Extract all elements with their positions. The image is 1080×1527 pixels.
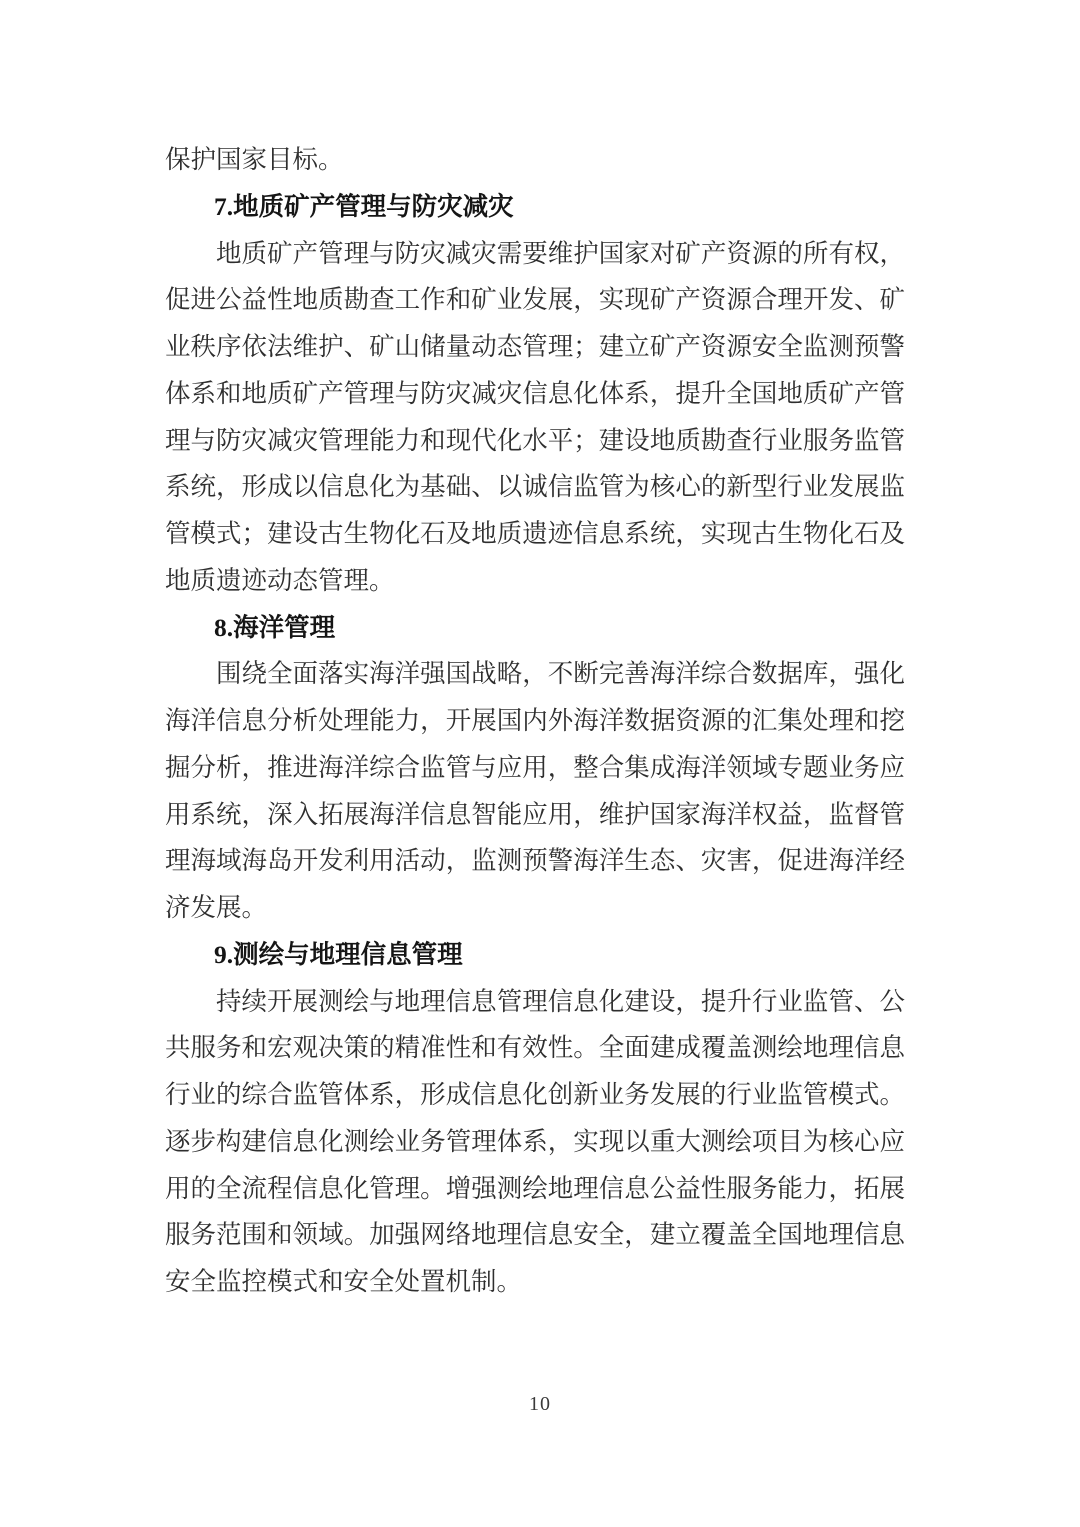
text-line: 业秩序依法维护、矿山储量动态管理；建立矿产资源安全监测预警 [165,332,905,361]
document-content [165,137,905,1306]
text-line: 地质矿产管理与防灾减灾需要维护国家对矿产资源的所有权， [216,238,905,268]
text-line: 济发展。 [165,893,268,922]
text-line: 行业的综合监管体系，形成信息化创新业务发展的行业监管模式。 [165,1080,905,1109]
section-heading: 8.海洋管理 [214,612,336,642]
text-line: 促进公益性地质勘查工作和矿业发展，实现矿产资源合理开发、矿 [165,285,905,315]
text-line: 保护国家目标。 [165,145,344,174]
text-line: 系统，形成以信息化为基础、以诚信监管为核心的新型行业发展监 [165,472,905,502]
section-heading: 9.测绘与地理信息管理 [214,939,463,969]
text-line: 围绕全面落实海洋强国战略，不断完善海洋综合数据库，强化 [216,659,905,689]
text-line: 海洋信息分析处理能力，开展国内外海洋数据资源的汇集处理和挖 [165,706,905,735]
text-line: 用系统，深入拓展海洋信息智能应用，维护国家海洋权益，监督管 [165,799,905,829]
page-footer [0,1393,1080,1416]
text-line: 理与防灾减灾管理能力和现代化水平；建设地质勘查行业服务监管 [165,425,905,455]
page-number: 10 [529,1393,551,1415]
section-heading: 7.地质矿产管理与防灾减灾 [214,191,514,221]
text-line: 共服务和宏观决策的精准性和有效性。全面建成覆盖测绘地理信息 [165,1033,905,1063]
text-line: 理海域海岛开发利用活动，监测预警海洋生态、灾害，促进海洋经 [165,846,905,876]
text-line: 体系和地质矿产管理与防灾减灾信息化体系，提升全国地质矿产管 [165,378,905,408]
text-line: 用的全流程信息化管理。增强测绘地理信息公益性服务能力，拓展 [165,1173,905,1203]
text-line: 掘分析，推进海洋综合监管与应用，整合集成海洋领域专题业务应 [165,752,905,782]
text-line: 持续开展测绘与地理信息管理信息化建设，提升行业监管、公 [216,986,905,1016]
text-line: 地质遗迹动态管理。 [165,565,395,595]
text-line: 服务范围和领域。加强网络地理信息安全，建立覆盖全国地理信息 [165,1220,905,1250]
text-line: 管模式；建设古生物化石及地质遗迹信息系统，实现古生物化石及 [165,519,905,548]
text-line: 安全监控模式和安全处置机制。 [165,1267,523,1296]
text-line: 逐步构建信息化测绘业务管理体系，实现以重大测绘项目为核心应 [165,1126,905,1156]
